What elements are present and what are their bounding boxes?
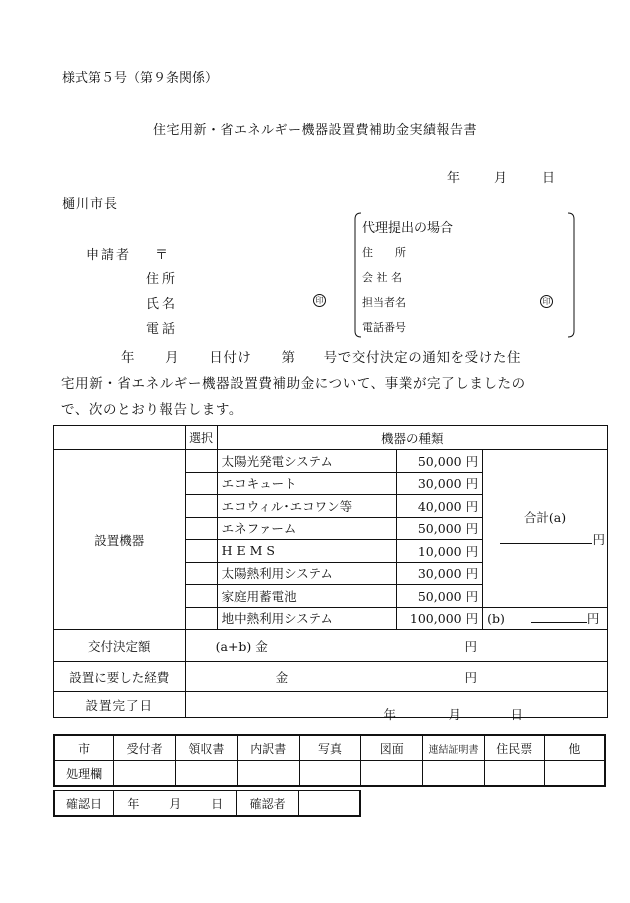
agent-heading: 代理提出の場合 [362, 221, 454, 236]
header-blank [54, 426, 186, 450]
office-header-4: 図面 [361, 735, 423, 761]
b-cell[interactable] [483, 607, 608, 630]
section-label: 設置機器 [54, 450, 186, 630]
device-name-7: 地中熱利用システム [217, 607, 397, 630]
complete-year: 年 [383, 706, 397, 722]
cost-yen: 円 [464, 669, 478, 685]
select-cell-6[interactable] [185, 585, 217, 608]
document-title: 住宅用新・省エネルギー機器設置費補助金実績報告書 [152, 123, 477, 138]
applicant-phone-label: 電話 [146, 322, 179, 337]
cost-prefix: 金 [275, 669, 289, 685]
office-header-3: 写真 [299, 735, 361, 761]
applicant-address-label: 住所 [146, 272, 179, 287]
complete-input[interactable] [185, 692, 607, 722]
complete-label: 設置完了日 [54, 692, 186, 718]
b-yen: 円 [586, 611, 600, 627]
notice-no: 第 [281, 350, 296, 366]
agent-company-label: 会 社 名 [362, 271, 402, 284]
office-cell-5[interactable] [423, 761, 485, 787]
notice-line-3: で、次のとおり報告します。 [61, 402, 243, 418]
agent-section [353, 211, 576, 339]
notice-text [61, 345, 581, 423]
office-header-1: 領収書 [176, 735, 238, 761]
office-header-0: 受付者 [114, 735, 176, 761]
office-header-6: 住民票 [484, 735, 544, 761]
complete-day: 日 [510, 706, 524, 722]
confirm-date-input[interactable] [114, 791, 237, 817]
addressee: 樋川市長 [62, 197, 119, 212]
b-label: (b) [487, 611, 505, 627]
device-amount-4: 10,000 円 [397, 540, 483, 563]
device-name-0: 太陽光発電システム [217, 450, 397, 473]
device-name-2: エコウィル･エコワン等 [217, 495, 397, 518]
header-device-type: 機器の種類 [217, 426, 607, 450]
applicant-seal-icon: 印 [313, 294, 326, 307]
office-table [53, 734, 606, 787]
header-select: 選択 [185, 426, 217, 450]
office-city-label: 市 [54, 735, 114, 761]
device-name-4: HEMS [217, 540, 397, 563]
confirmer-label: 確認者 [237, 791, 299, 817]
office-cell-0[interactable] [114, 761, 176, 787]
device-amount-3: 50,000 円 [397, 517, 483, 540]
device-name-5: 太陽熱利用システム [217, 562, 397, 585]
confirm-table [53, 790, 361, 817]
notice-month: 月 [165, 350, 180, 366]
select-cell-7[interactable] [185, 607, 217, 630]
agent-person-label: 担当者名 [362, 296, 406, 309]
grant-label: 交付決定額 [54, 630, 186, 662]
notice-rest: 号で交付決定の通知を受けた住 [323, 350, 522, 366]
office-header-5: 連結証明書 [423, 735, 485, 761]
select-cell-0[interactable] [185, 450, 217, 473]
office-cell-6[interactable] [484, 761, 544, 787]
notice-line-1 [61, 345, 581, 371]
select-cell-3[interactable] [185, 517, 217, 540]
device-name-3: エネファーム [217, 517, 397, 540]
device-amount-1: 30,000 円 [397, 472, 483, 495]
device-name-1: エコキュート [217, 472, 397, 495]
total-label: 合計(a) [523, 510, 567, 526]
notice-line-2: 宅用新・省エネルギー機器設置費補助金について、事業が完了しましたの [61, 376, 526, 392]
device-amount-2: 40,000 円 [397, 495, 483, 518]
agent-seal-icon: 印 [540, 295, 553, 308]
office-process-label: 処理欄 [54, 761, 114, 787]
notice-day: 日付け [209, 350, 252, 366]
device-amount-0: 50,000 円 [397, 450, 483, 473]
total-input[interactable] [483, 530, 607, 548]
postal-mark: 〒 [155, 248, 169, 263]
office-header-2: 内訳書 [237, 735, 299, 761]
applicant-name-label: 氏名 [146, 297, 179, 312]
confirm-month: 月 [169, 796, 182, 811]
grant-prefix: (a+b) 金 [215, 638, 268, 654]
office-cell-2[interactable] [237, 761, 299, 787]
select-cell-4[interactable] [185, 540, 217, 563]
office-cell-1[interactable] [176, 761, 238, 787]
device-amount-5: 30,000 円 [397, 562, 483, 585]
confirm-date-label: 確認日 [54, 791, 114, 817]
select-cell-1[interactable] [185, 472, 217, 495]
cost-label: 設置に要した経費 [54, 662, 186, 692]
notice-year: 年 [121, 350, 136, 366]
office-header-7: 他 [544, 735, 605, 761]
confirm-year: 年 [127, 796, 140, 811]
complete-month: 月 [448, 706, 462, 722]
grant-input[interactable] [185, 630, 607, 662]
office-cell-4[interactable] [361, 761, 423, 787]
applicant-label: 申請者 [86, 248, 132, 263]
form-number: 様式第５号（第９条関係） [62, 71, 219, 86]
date-day-label: 日 [542, 171, 556, 186]
total-cell [483, 450, 608, 608]
office-cell-3[interactable] [299, 761, 361, 787]
device-table [53, 425, 608, 722]
select-cell-2[interactable] [185, 495, 217, 518]
grant-yen: 円 [464, 638, 478, 654]
office-cell-7[interactable] [544, 761, 605, 787]
confirm-day: 日 [211, 796, 224, 811]
agent-phone-label: 電話番号 [362, 321, 406, 334]
total-yen: 円 [592, 532, 605, 548]
agent-address-label: 住 所 [362, 246, 406, 259]
device-name-6: 家庭用蓄電池 [217, 585, 397, 608]
device-amount-7: 100,000 円 [397, 607, 483, 630]
cost-input[interactable] [185, 662, 607, 692]
device-amount-6: 50,000 円 [397, 585, 483, 608]
select-cell-5[interactable] [185, 562, 217, 585]
confirmer-input[interactable] [298, 791, 360, 817]
date-month-label: 月 [494, 171, 508, 186]
date-year-label: 年 [447, 171, 461, 186]
